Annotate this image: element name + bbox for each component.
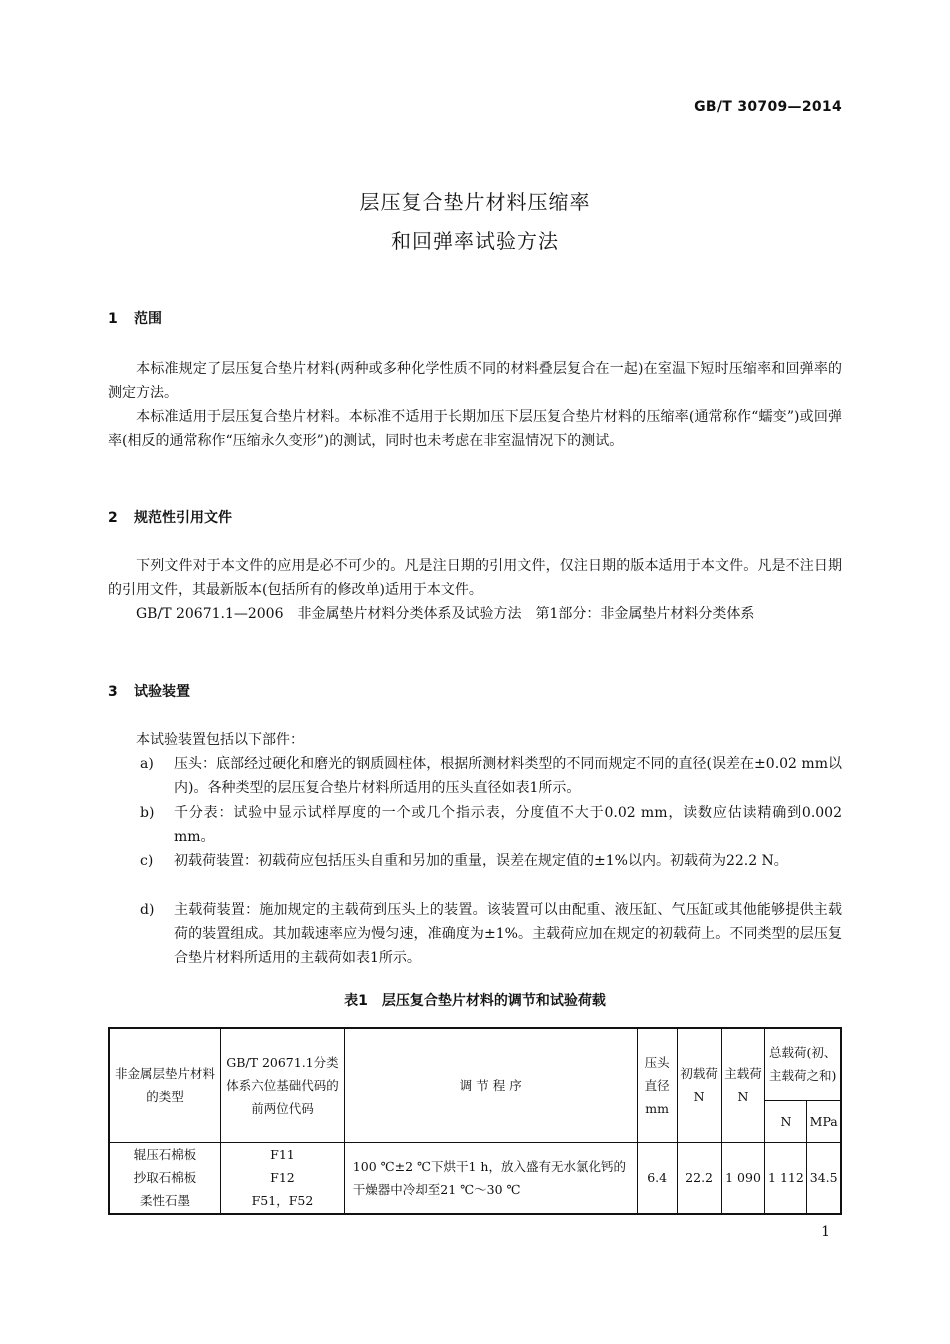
section-title: 范围 xyxy=(134,311,162,327)
reference-entry xyxy=(108,602,842,626)
header-material-type: 非金属层垫片材料的类型 xyxy=(109,1028,221,1142)
list-item xyxy=(140,849,842,873)
paragraph-text: 下列文件对于本文件的应用是必不可少的。凡是注日期的引用文件，仅注日期的版本适用于本文件。凡是不注日期的引用文件，其最新版本(包括所有的修改单)适用于本文件。 xyxy=(108,558,842,598)
code-value: F51，F52 xyxy=(251,1193,314,1209)
cell-codes xyxy=(221,1142,345,1214)
document-title-line-2: 和回弹率试验方法 xyxy=(391,229,559,253)
cell-initial-load: 22.2 xyxy=(677,1142,721,1214)
header-total-mpa: MPa xyxy=(807,1100,841,1142)
list-marker: b) xyxy=(140,805,155,821)
section-title: 规范性引用文件 xyxy=(134,510,232,526)
material-name: 柔性石墨 xyxy=(140,1193,191,1209)
header-initial-load-unit: N xyxy=(693,1089,705,1105)
list-item xyxy=(140,752,842,800)
section-1-heading xyxy=(108,308,162,328)
section-number: 3 xyxy=(108,684,118,700)
header-main-load-unit: N xyxy=(737,1089,749,1105)
code-value: F12 xyxy=(270,1170,295,1186)
material-name: 抄取石棉板 xyxy=(133,1170,197,1186)
section-number: 2 xyxy=(108,510,118,526)
paragraph xyxy=(108,728,842,752)
list-marker: c) xyxy=(140,853,154,869)
paragraph-text: 本试验装置包括以下部件： xyxy=(136,732,304,748)
section-3-heading xyxy=(108,681,190,701)
paragraph-text: GB/T 20671.1—2006 非金属垫片材料分类体系及试验方法 第1部分：非金属垫片材料分类体系 xyxy=(136,606,755,622)
header-main-load-label: 主载荷 xyxy=(724,1066,762,1082)
load-table xyxy=(108,1027,842,1215)
header-main-load xyxy=(721,1028,765,1142)
list-item xyxy=(140,801,842,849)
list-item-text: 压头：底部经过硬化和磨光的钢质圆柱体，根据所测材料类型的不同而规定不同的直径(误差在±0.02 mm以内)。各种类型的层压复合垫片材料所适用的压头直径如表1所示。 xyxy=(174,756,842,796)
cell-main-load: 1 090 xyxy=(721,1142,765,1214)
document-title-line-1: 层压复合垫片材料压缩率 xyxy=(359,190,591,214)
list-item-text: 主载荷装置：施加规定的主载荷到压头上的装置。该装置可以由配重、液压缸、气压缸或其他能够提供主载荷的装置组成。其加载速率应为慢匀速，准确度为±1%。主载荷应加在规定的初载荷上。不同类型的层压复合垫片材料所适用的主载荷如表1所示。 xyxy=(174,902,842,966)
standard-number: GB/T 30709—2014 xyxy=(694,99,842,115)
paragraph xyxy=(108,357,842,405)
cell-materials xyxy=(109,1142,221,1214)
header-total-n: N xyxy=(765,1100,807,1142)
paragraph xyxy=(108,405,842,453)
list-marker: d) xyxy=(140,902,155,918)
cell-total-n: 1 112 xyxy=(765,1142,807,1214)
header-code: GB/T 20671.1分类体系六位基础代码的前两位代码 xyxy=(221,1028,345,1142)
table-row xyxy=(109,1142,841,1214)
list-item xyxy=(140,898,842,970)
header-total-load: 总载荷(初、主载荷之和) xyxy=(765,1028,841,1100)
header-head-diameter-unit: mm xyxy=(645,1100,670,1116)
table-caption: 表1 层压复合垫片材料的调节和试验荷载 xyxy=(344,993,606,1009)
header-initial-load-label: 初载荷 xyxy=(680,1066,718,1082)
section-2-heading xyxy=(108,507,232,527)
list-marker: a) xyxy=(140,756,154,772)
code-value: F11 xyxy=(270,1147,295,1163)
section-title: 试验装置 xyxy=(134,684,190,700)
cell-procedure: 100 ℃±2 ℃下烘干1 h，放入盛有无水氯化钙的干燥器中冷却至21 ℃～30 ℃ xyxy=(344,1142,637,1214)
paragraph xyxy=(108,554,842,602)
paragraph-text: 本标准规定了层压复合垫片材料(两种或多种化学性质不同的材料叠层复合在一起)在室温下短时压缩率和回弹率的测定方法。 xyxy=(108,361,842,401)
header-initial-load xyxy=(677,1028,721,1142)
cell-total-mpa: 34.5 xyxy=(807,1142,841,1214)
material-name: 辊压石棉板 xyxy=(133,1147,197,1163)
page-number: 1 xyxy=(821,1224,830,1240)
list-item-text: 千分表：试验中显示试样厚度的一个或几个指示表，分度值不大于0.02 mm，读数应估读精确到0.002 mm。 xyxy=(174,805,842,845)
header-head-diameter xyxy=(637,1028,677,1142)
header-procedure: 调 节 程 序 xyxy=(344,1028,637,1142)
section-number: 1 xyxy=(108,311,118,327)
list-item-text: 初载荷装置：初载荷应包括压头自重和另加的重量，误差在规定值的±1%以内。初载荷为22.2 N。 xyxy=(174,853,788,869)
cell-head-diameter: 6.4 xyxy=(637,1142,677,1214)
header-head-diameter-label: 压头直径 xyxy=(644,1054,670,1093)
paragraph-text: 本标准适用于层压复合垫片材料。本标准不适用于长期加压下层压复合垫片材料的压缩率(通常称作“蠕变”)或回弹率(相反的通常称作“压缩永久变形”)的测试，同时也未考虑在非室温情况下的测试。 xyxy=(108,409,842,449)
